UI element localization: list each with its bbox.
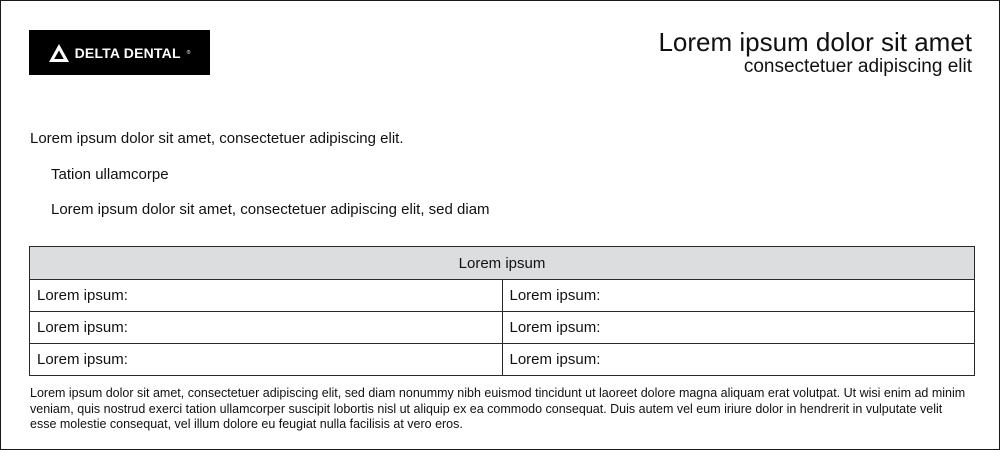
registered-mark: ®: [186, 49, 191, 56]
indented-item-1: Tation ullamcorpe: [51, 166, 169, 183]
footnote-paragraph: Lorem ipsum dolor sit amet, consectetuer adipiscing elit, sed diam nonummy nibh euismod tincidunt ut laoreet dolore magna aliquam erat volutpat. Ut wisi enim ad minim veniam, quis nostrud exerci tation ullamcorper suscipit lobortis nisl ut aliquip ex ea commodo consequat. Duis autem vel eum iriure dolor in hendrerit in vulputate velit esse molestie consequat, vel illum dolore eu feugiat nulla facilisis at vero eros.: [30, 386, 966, 431]
logo-text: DELTA DENTAL: [74, 44, 181, 61]
table-cell: Lorem ipsum:: [30, 344, 503, 376]
indented-item-2: Lorem ipsum dolor sit amet, consectetuer adipiscing elit, sed diam: [51, 201, 490, 218]
table-row: [30, 344, 975, 376]
table-cell: Lorem ipsum:: [30, 312, 503, 344]
table-cell: Lorem ipsum:: [502, 344, 975, 376]
table-header: Lorem ipsum: [30, 247, 975, 280]
delta-dental-logo: [29, 30, 210, 75]
table-header-row: [30, 247, 975, 280]
table-row: [30, 312, 975, 344]
table-row: [30, 280, 975, 312]
page-subtitle: consectetuer adipiscing elit: [743, 56, 972, 77]
delta-triangle-icon: [49, 44, 69, 62]
table-cell: Lorem ipsum:: [502, 312, 975, 344]
table-cell: Lorem ipsum:: [30, 280, 503, 312]
intro-text: Lorem ipsum dolor sit amet, consectetuer adipiscing elit.: [30, 130, 404, 147]
table-cell: Lorem ipsum:: [502, 280, 975, 312]
info-table: [29, 246, 975, 376]
page-title: Lorem ipsum dolor sit amet: [658, 27, 972, 57]
